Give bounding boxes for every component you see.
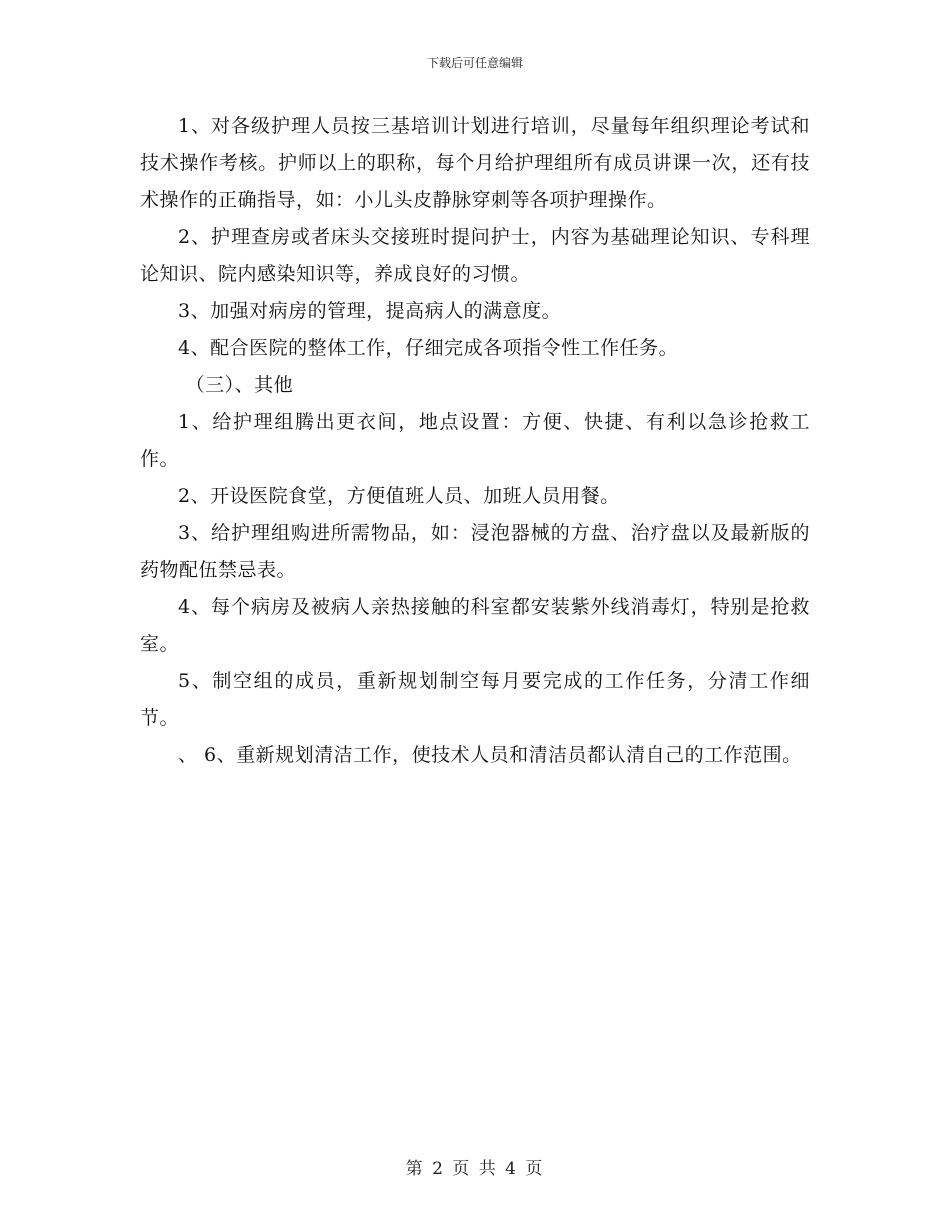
page-number-footer: 第 2 页 共 4 页 — [405, 1159, 545, 1179]
paragraph-canteen: 2、开设医院食堂，方便值班人员、加班人员用餐。 — [178, 485, 620, 507]
section-heading-other: （三）、其他 — [185, 374, 294, 396]
paragraph-training: 1、对各级护理人员按三基培训计划进行培训，尽量每年组织理论考试和技术操作考核。护师以上的职称，每个月给护理组所有成员讲课一次，还有技术操作的正确指导，如：小儿头皮静脉穿刺等各项护理操作。 — [140, 115, 810, 211]
paragraph-task-planning: 5、制空组的成员，重新规划制空每月要完成的工作任务，分清工作细节。 — [140, 670, 810, 729]
paragraph-ward-management: 3、加强对病房的管理，提高病人的满意度。 — [178, 300, 562, 322]
paragraph-ward-round: 2、护理查房或者床头交接班时提问护士，内容为基础理论知识、专科理论知识、院内感染知识等，养成良好的习惯。 — [140, 226, 810, 285]
paragraph-uv-lamps: 4、每个病房及被病人亲热接触的科室都安装紫外线消毒灯，特别是抢救室。 — [140, 596, 810, 655]
paragraph-cleaning: 、 6、重新规划清洁工作，使技术人员和清洁员都认清自己的工作范围。 — [178, 744, 802, 766]
document-body — [140, 108, 810, 774]
paragraph-changing-room: 1、给护理组腾出更衣间，地点设置：方便、快捷、有利以急诊抢救工作。 — [140, 411, 810, 470]
paragraph-supplies: 3、给护理组购进所需物品，如：浸泡器械的方盘、治疗盘以及最新版的药物配伍禁忌表。 — [140, 522, 810, 581]
page-header: 下载后可任意编辑 — [426, 56, 523, 70]
paragraph-hospital-cooperation: 4、配合医院的整体工作，仔细完成各项指令性工作任务。 — [178, 337, 679, 359]
